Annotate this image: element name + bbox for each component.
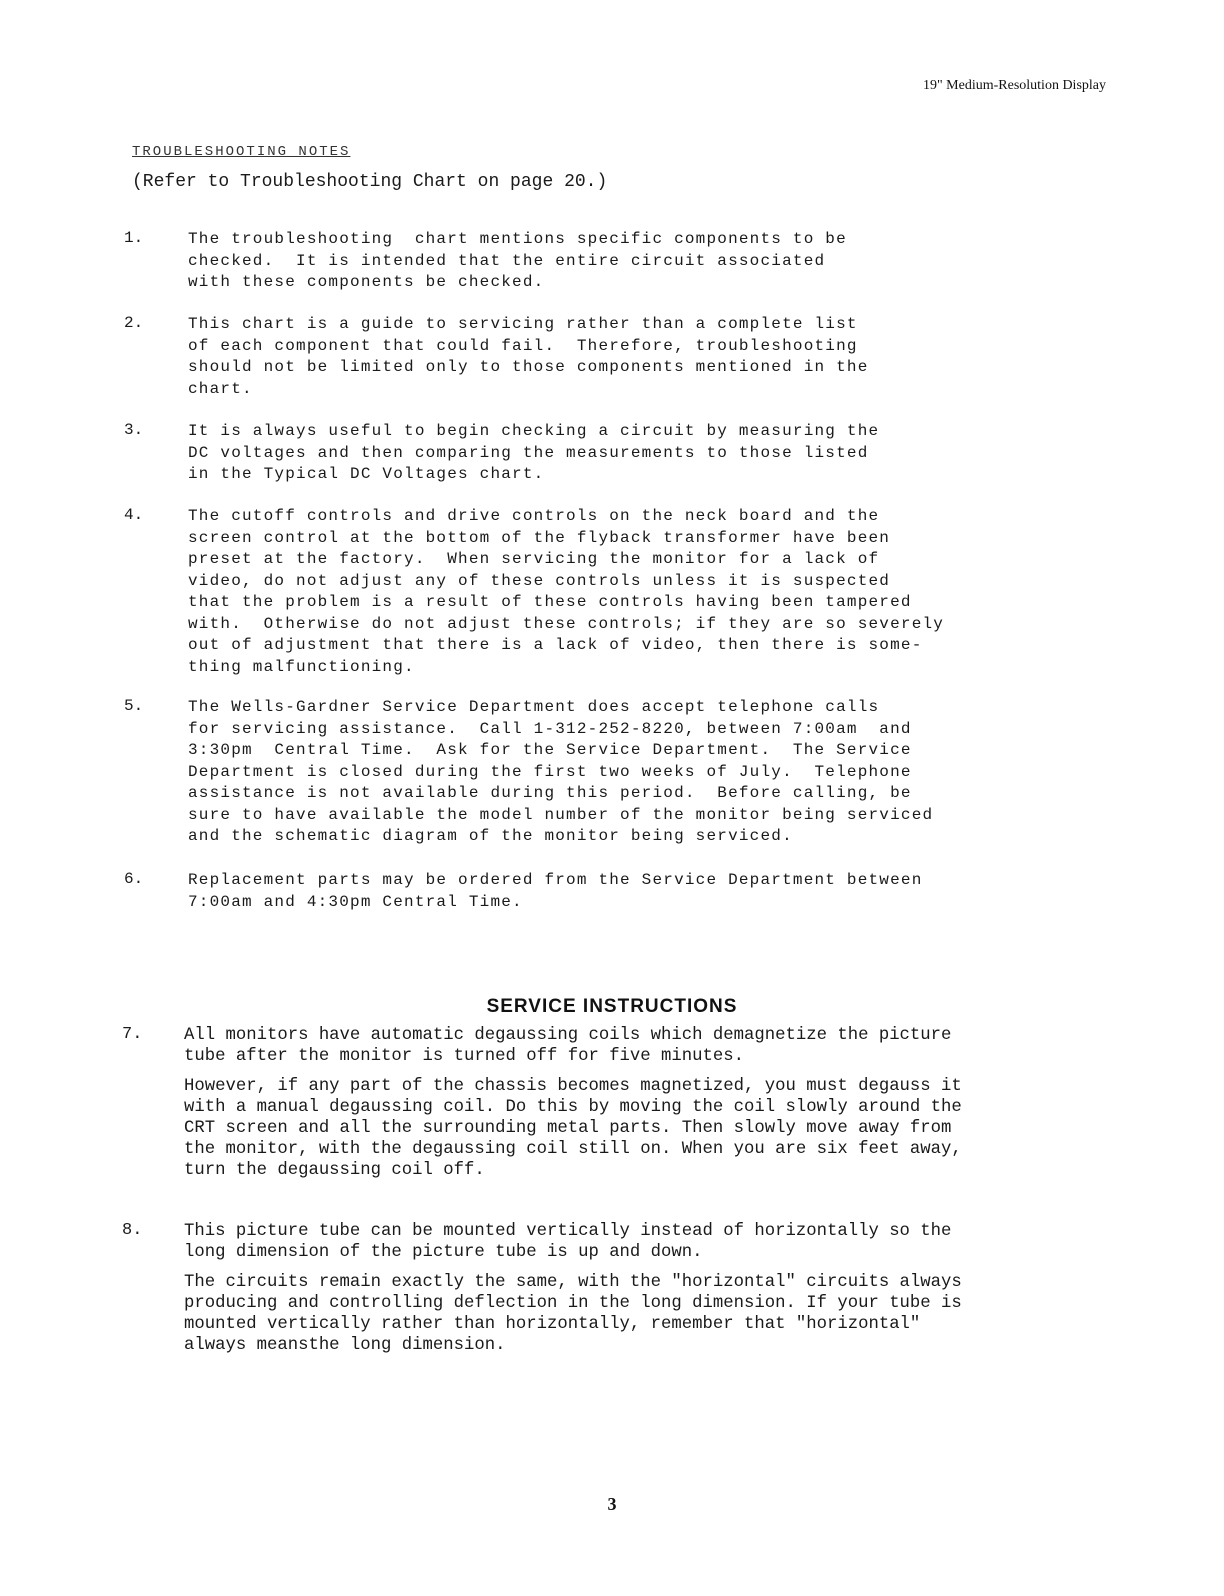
service-item-paragraph: All monitors have automatic degaussing coils which demagnetize the picture tube after the monitor is turned off for five minutes. (184, 1026, 952, 1066)
service-item-paragraph: However, if any part of the chassis becomes magnetized, you must degauss it with a manual degaussing coil. Do this by moving the coil slowly around the CRT screen and all the surrounding metal parts. Then slowly move away from the monitor, with the degaussing coil still on. When you are six feet away, turn the degaussing coil off. (184, 1077, 962, 1180)
note-number: 2. (124, 314, 144, 332)
note-number: 6. (124, 870, 144, 888)
note-text: Replacement parts may be ordered from the Service Department between 7:00am and 4:30pm Central Time. (188, 871, 923, 911)
service-item-number: 8. (122, 1221, 143, 1240)
page-number: 3 (607, 1494, 617, 1514)
note-text: The Wells-Gardner Service Department does accept telephone calls for servicing assistance. Call 1-312-252-8220, between 7:00am and 3:30pm Central Time. Ask for the Service Department. The Service Department is closed during the first two weeks of July. Telephone assistance is not available during this period. Before calling, be sure to have available the model number of the monitor being serviced and the schematic diagram of the monitor being serviced. (188, 698, 934, 845)
note-text: This chart is a guide to servicing rather than a complete list of each component that could fail. Therefore, troubleshooting should not be limited only to those components mentioned in the chart. (188, 315, 869, 398)
service-item-paragraph: The circuits remain exactly the same, with the "horizontal" circuits always producing and controlling deflection in the long dimension. If your tube is mounted vertically rather than horizontally, remember that "horizontal" always meansthe long dimension. (184, 1273, 962, 1355)
service-instructions-heading: SERVICE INSTRUCTIONS (486, 996, 738, 1017)
note-text: The troubleshooting chart mentions specific components to be checked. It is intended that the entire circuit associated with these components be checked. (188, 230, 847, 291)
note-number: 5. (124, 697, 144, 715)
note-number: 3. (124, 421, 144, 439)
refer-note: (Refer to Troubleshooting Chart on page 20.) (132, 172, 608, 192)
service-item-number: 7. (122, 1025, 143, 1044)
note-text: It is always useful to begin checking a circuit by measuring the DC voltages and then comparing the measurements to those listed in the Typical DC Voltages chart. (188, 422, 880, 483)
note-number: 1. (124, 229, 144, 247)
note-number: 4. (124, 506, 144, 524)
running-header: 19" Medium-Resolution Display (922, 78, 1106, 93)
service-item-paragraph: This picture tube can be mounted vertically instead of horizontally so the long dimension of the picture tube is up and down. (184, 1222, 952, 1262)
troubleshooting-heading: TROUBLESHOOTING NOTES (132, 144, 351, 160)
note-text: The cutoff controls and drive controls on the neck board and the screen control at the bottom of the flyback transformer have been preset at the factory. When servicing the monitor for a lack of video, do not adjust any of these controls unless it is suspected that the problem is a result of these controls having been tampered with. Otherwise do not adjust these controls; if they are so severely out of adjustment that there is a lack of video, then there is some- thing malfunctioning. (188, 507, 945, 676)
